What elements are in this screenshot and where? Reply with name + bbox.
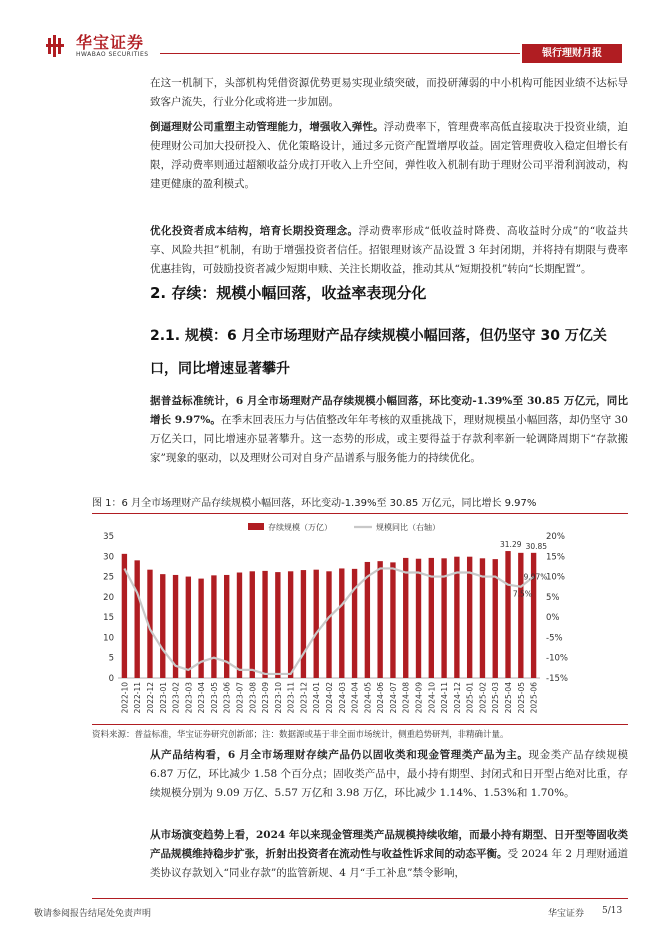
bar-scale bbox=[377, 561, 382, 678]
y-right-tick-label: 5% bbox=[546, 592, 560, 603]
x-tick-label: 2023-12 bbox=[299, 682, 309, 714]
paragraph-lead: 倒逼理财公司重塑主动管理能力，增强收入弹性。 bbox=[150, 121, 384, 133]
x-tick-label: 2024-04 bbox=[350, 682, 360, 714]
bar-scale bbox=[505, 551, 510, 678]
x-tick-label: 2025-04 bbox=[504, 682, 514, 714]
y-left-tick-label: 5 bbox=[108, 653, 114, 664]
report-type-badge: 银行理财月报 bbox=[522, 44, 622, 63]
paragraph-lead: 从市场演变趋势上看，2024 年以来现金管理类产品规模持续收缩，而最小持有期型、日开型等固收类产品规模维持稳步扩张，折射出投资者在流动性与收益性诉求间的动态平衡。 bbox=[150, 829, 628, 860]
legend-label-scale: 存续规模（万亿） bbox=[268, 523, 332, 532]
x-tick-label: 2023-08 bbox=[248, 682, 258, 714]
bar-scale bbox=[326, 571, 331, 678]
bar-scale bbox=[390, 562, 395, 678]
bar-scale bbox=[352, 569, 357, 678]
bar-scale bbox=[454, 557, 459, 678]
paragraph-body: 现金类产品存续规模 6.87 万亿，环比减少 1.58 个百分点；固收类产品中，最小持有期型、封闭式和日开型占绝对比重，存续规模分别为 9.09 万亿、5.57 万亿和 3.98 万亿，环比减少 1.14%、1.53%和 1.70%。 bbox=[150, 749, 629, 799]
y-right-tick-label: -15% bbox=[546, 674, 568, 684]
x-tick-label: 2024-09 bbox=[414, 682, 424, 714]
section-heading: 2. 存续：规模小幅回落，收益率表现分化 bbox=[150, 284, 427, 302]
bar-scale bbox=[339, 568, 344, 678]
x-tick-label: 2024-02 bbox=[325, 682, 334, 714]
bar-scale bbox=[211, 575, 216, 678]
paragraph-scale bbox=[150, 392, 628, 468]
x-tick-label: 2023-05 bbox=[209, 682, 219, 714]
bar-scale bbox=[134, 560, 139, 678]
paragraph-structure bbox=[150, 746, 628, 803]
x-tick-label: 2025-06 bbox=[529, 682, 539, 714]
x-tick-label: 2023-10 bbox=[273, 682, 283, 714]
x-tick-label: 2024-12 bbox=[452, 682, 462, 714]
y-left-tick-label: 30 bbox=[103, 552, 114, 563]
paragraph-body: 浮动费率形成“低收益时降费、高收益时分成”的“收益共享、风险共担”机制，有助于增强投资者信任。招银理财该产品设置 3 年封闭期，并将持有期限与费率优惠挂钩，可鼓励投资者减少短期申赎、关注长期收益，推动其从“短期投机”转向“长期配置”。 bbox=[150, 225, 629, 275]
figure-title: 图 1：6 月全市场理财产品存续规模小幅回落，环比变动-1.39%至 30.85 万亿元，同比增长 9.97% bbox=[92, 494, 628, 514]
footer-disclaimer: 敬请参阅报告结尾处免责声明 bbox=[34, 909, 152, 919]
y-right-tick-label: -10% bbox=[546, 653, 568, 664]
y-left-tick-label: 15 bbox=[103, 613, 114, 624]
bar-scale bbox=[262, 571, 267, 678]
footer-divider bbox=[92, 898, 628, 899]
logo-icon bbox=[46, 34, 72, 58]
x-tick-label: 2023-01 bbox=[158, 682, 168, 714]
paragraph-body: 浮动费率下，管理费率高低直接取决于投资业绩，迫使理财公司加大投研投入、优化策略设计，通过多元资产配置增厚收益。固定管理费收入稳定但增长有限，浮动费率则通过超额收益分成打开收入上升空间，弹性收入机制有助于理财公司平滑利润波动，构建更健康的盈利模式。 bbox=[150, 121, 628, 190]
x-tick-label: 2024-03 bbox=[337, 682, 347, 714]
legend-swatch-scale bbox=[248, 523, 264, 530]
paragraph-lead: 从产品结构看，6 月全市场理财存续产品仍以固收类和现金管理类产品为主。 bbox=[150, 749, 529, 761]
bar-scale bbox=[518, 553, 523, 678]
data-label-may-yoy: 7.5% bbox=[512, 589, 532, 599]
bar-scale bbox=[403, 558, 408, 678]
y-right-tick-label: 20% bbox=[546, 532, 565, 542]
y-right-tick-label: 15% bbox=[546, 552, 565, 563]
data-label-jun-scale: 30.85 bbox=[525, 541, 548, 551]
x-tick-label: 2023-06 bbox=[222, 682, 232, 714]
bar-scale bbox=[314, 570, 319, 678]
logo-name-cn: 华宝证券 bbox=[76, 33, 145, 52]
y-right-tick-label: 0% bbox=[546, 613, 560, 624]
bar-scale bbox=[250, 571, 255, 678]
y-left-tick-label: 0 bbox=[108, 674, 114, 684]
bar-scale bbox=[416, 559, 421, 678]
x-tick-label: 2023-07 bbox=[235, 682, 245, 714]
bar-scale bbox=[301, 570, 306, 678]
x-tick-label: 2025-03 bbox=[491, 682, 501, 714]
x-tick-label: 2024-11 bbox=[440, 682, 450, 714]
bar-scale bbox=[186, 577, 191, 678]
header-divider bbox=[160, 53, 520, 54]
y-right-tick-label: 10% bbox=[546, 572, 565, 583]
x-tick-label: 2023-02 bbox=[171, 682, 181, 714]
paragraph-trend bbox=[150, 826, 628, 883]
y-left-tick-label: 25 bbox=[103, 572, 114, 583]
y-left-tick-label: 35 bbox=[103, 532, 114, 542]
x-tick-label: 2023-09 bbox=[261, 682, 271, 714]
paragraph-lead: 优化投资者成本结构，培育长期投资理念。 bbox=[150, 225, 359, 237]
paragraph-lead: 据普益标准统计，6 月全市场理财产品存续规模小幅回落，环比变动-1.39%至 30.85 万亿元，同比增长 9.97%。 bbox=[150, 395, 628, 426]
x-tick-label: 2024-06 bbox=[376, 682, 386, 714]
x-tick-label: 2023-03 bbox=[184, 682, 194, 714]
x-tick-label: 2024-07 bbox=[388, 682, 398, 714]
figure-source: 资料来源：普益标准，华宝证券研究创新部；注：数据源或基于非全面市场统计，侧重趋势研判，非精确计量。 bbox=[92, 724, 628, 740]
x-tick-label: 2024-10 bbox=[427, 682, 437, 714]
x-tick-label: 2022-11 bbox=[133, 682, 143, 714]
bar-scale bbox=[531, 553, 536, 678]
data-label-jun-yoy: 9.97% bbox=[523, 572, 548, 582]
x-tick-label: 2024-05 bbox=[363, 682, 373, 714]
bar-scale bbox=[467, 557, 472, 678]
footer-company: 华宝证券 bbox=[548, 909, 585, 919]
data-label-may-scale: 31.29 bbox=[500, 540, 522, 550]
y-right-tick-label: -5% bbox=[546, 633, 563, 644]
x-tick-label: 2025-02 bbox=[478, 682, 488, 714]
legend-label-yoy: 规模同比（右轴） bbox=[376, 523, 440, 532]
x-tick-label: 2022-12 bbox=[145, 682, 155, 714]
x-tick-label: 2023-11 bbox=[286, 682, 296, 714]
bar-scale bbox=[160, 574, 165, 678]
paragraph-active-management bbox=[150, 118, 628, 194]
logo-name-en: HWABAO SECURITIES bbox=[76, 51, 149, 58]
paragraph-investor-cost bbox=[150, 222, 628, 279]
x-tick-label: 2025-05 bbox=[516, 682, 526, 714]
x-tick-label: 2024-08 bbox=[401, 682, 411, 714]
company-logo bbox=[46, 34, 149, 62]
x-tick-label: 2024-01 bbox=[312, 682, 322, 714]
subsection-heading: 2.1. 规模：6 月全市场理财产品存续规模小幅回落，但仍坚守 30 万亿关口，同比增速显著攀升 bbox=[150, 328, 607, 377]
x-tick-label: 2022-10 bbox=[120, 682, 130, 714]
x-tick-label: 2025-01 bbox=[465, 682, 475, 714]
y-left-tick-label: 10 bbox=[103, 633, 114, 644]
x-tick-label: 2023-04 bbox=[197, 682, 207, 714]
bar-scale bbox=[237, 573, 242, 678]
y-left-tick-label: 20 bbox=[103, 592, 114, 603]
page-number: 5/13 bbox=[602, 906, 623, 916]
paragraph-mechanism: 在这一机制下，头部机构凭借资源优势更易实现业绩突破，而投研薄弱的中小机构可能因业绩不达标导致客户流失，行业分化或将进一步加剧。 bbox=[150, 77, 628, 108]
scale-chart bbox=[92, 516, 628, 722]
paragraph-body: 受 2024 年 2 月理财通道类协议存款划入“同业存款”的监管新规、4 月“手工补息”禁令影响， bbox=[150, 848, 628, 879]
bar-scale bbox=[288, 571, 293, 678]
paragraph-body: 在季末回表压力与估值整改年年考核的双重挑战下，理财规模虽小幅回落，却仍坚守 30 万亿关口，同比增速亦显著攀升。这一态势的形成，或主要得益于存款利率新一轮调降周期下“存款搬家”现象的驱动，以及理财公司对自身产品谱系与服务能力的持续优化。 bbox=[150, 414, 628, 464]
bar-scale bbox=[275, 572, 280, 678]
